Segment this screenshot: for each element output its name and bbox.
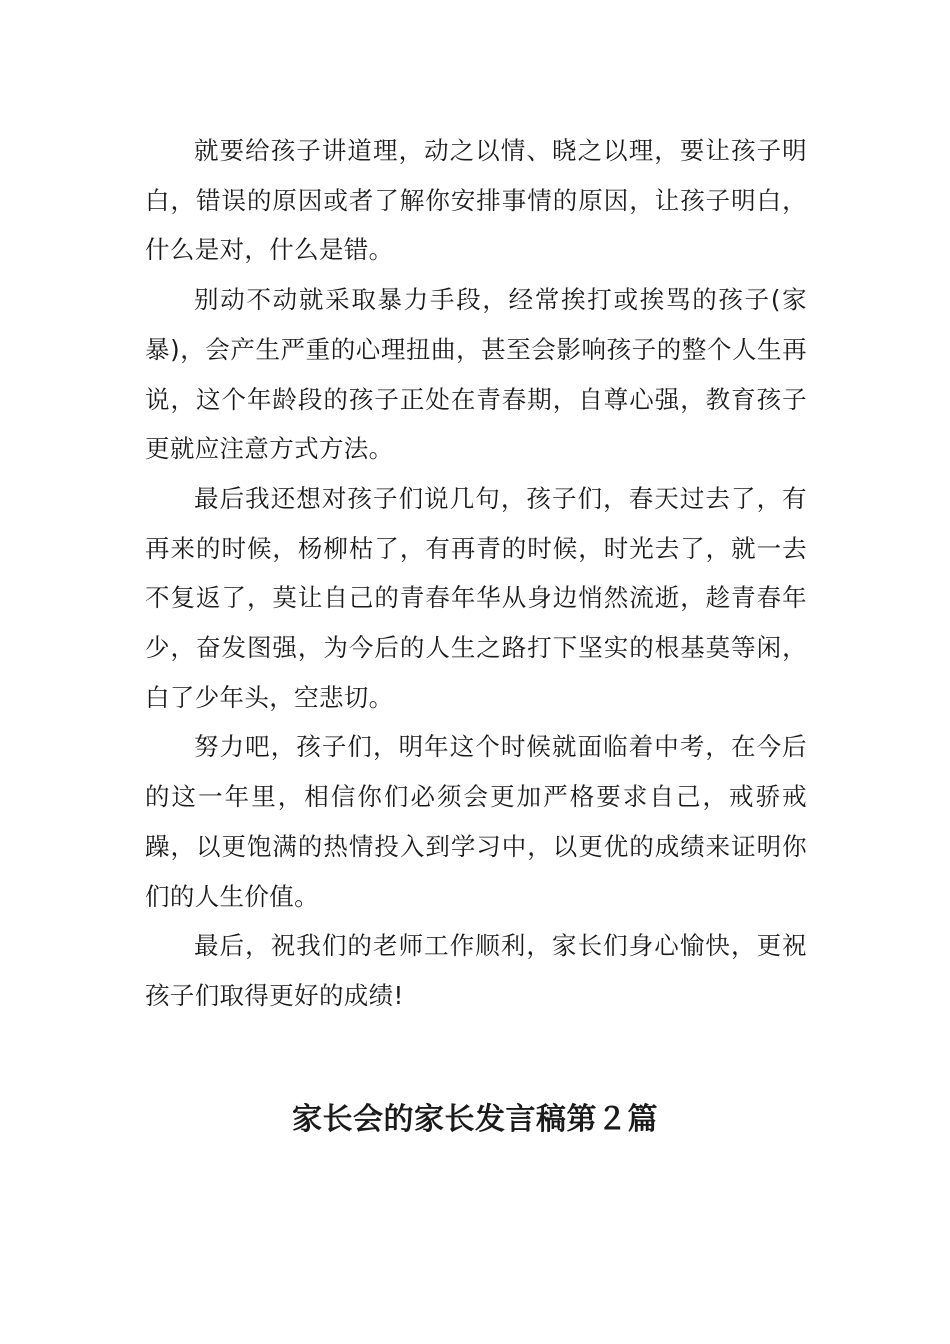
paragraph: 就要给孩子讲道理，动之以情、晓之以理，要让孩子明白，错误的原因或者了解你安排事情的原因，让孩子明白，什么是对，什么是错。 xyxy=(145,136,807,265)
paragraph: 最后，祝我们的老师工作顺利，家长们身心愉快，更祝孩子们取得更好的成绩! xyxy=(145,931,807,1010)
paragraph: 努力吧，孩子们，明年这个时候就面临着中考，在今后的这一年里，相信你们必须会更加严格要求自己，戒骄戒躁，以更饱满的热情投入到学习中，以更优的成绩来证明你们的人生价值。 xyxy=(145,732,807,911)
section-title: 家长会的家长发言稿第２篇 xyxy=(292,1102,658,1137)
paragraph: 最后我还想对孩子们说几句，孩子们，春天过去了，有再来的时候，杨柳枯了，有再青的时候，时光去了，就一去不复返了，莫让自己的青春年华从身边悄然流逝，趁青春年少，奋发图强，为今后的人生之路打下坚实的根基莫等闲，白了少年头，空悲切。 xyxy=(145,483,807,712)
document-body xyxy=(145,126,807,1021)
paragraph: 别动不动就采取暴力手段，经常挨打或挨骂的孩子(家暴)，会产生严重的心理扭曲，甚至会影响孩子的整个人生再说，这个年龄段的孩子正处在青春期，自尊心强，教育孩子更就应注意方式方法。 xyxy=(145,285,807,464)
